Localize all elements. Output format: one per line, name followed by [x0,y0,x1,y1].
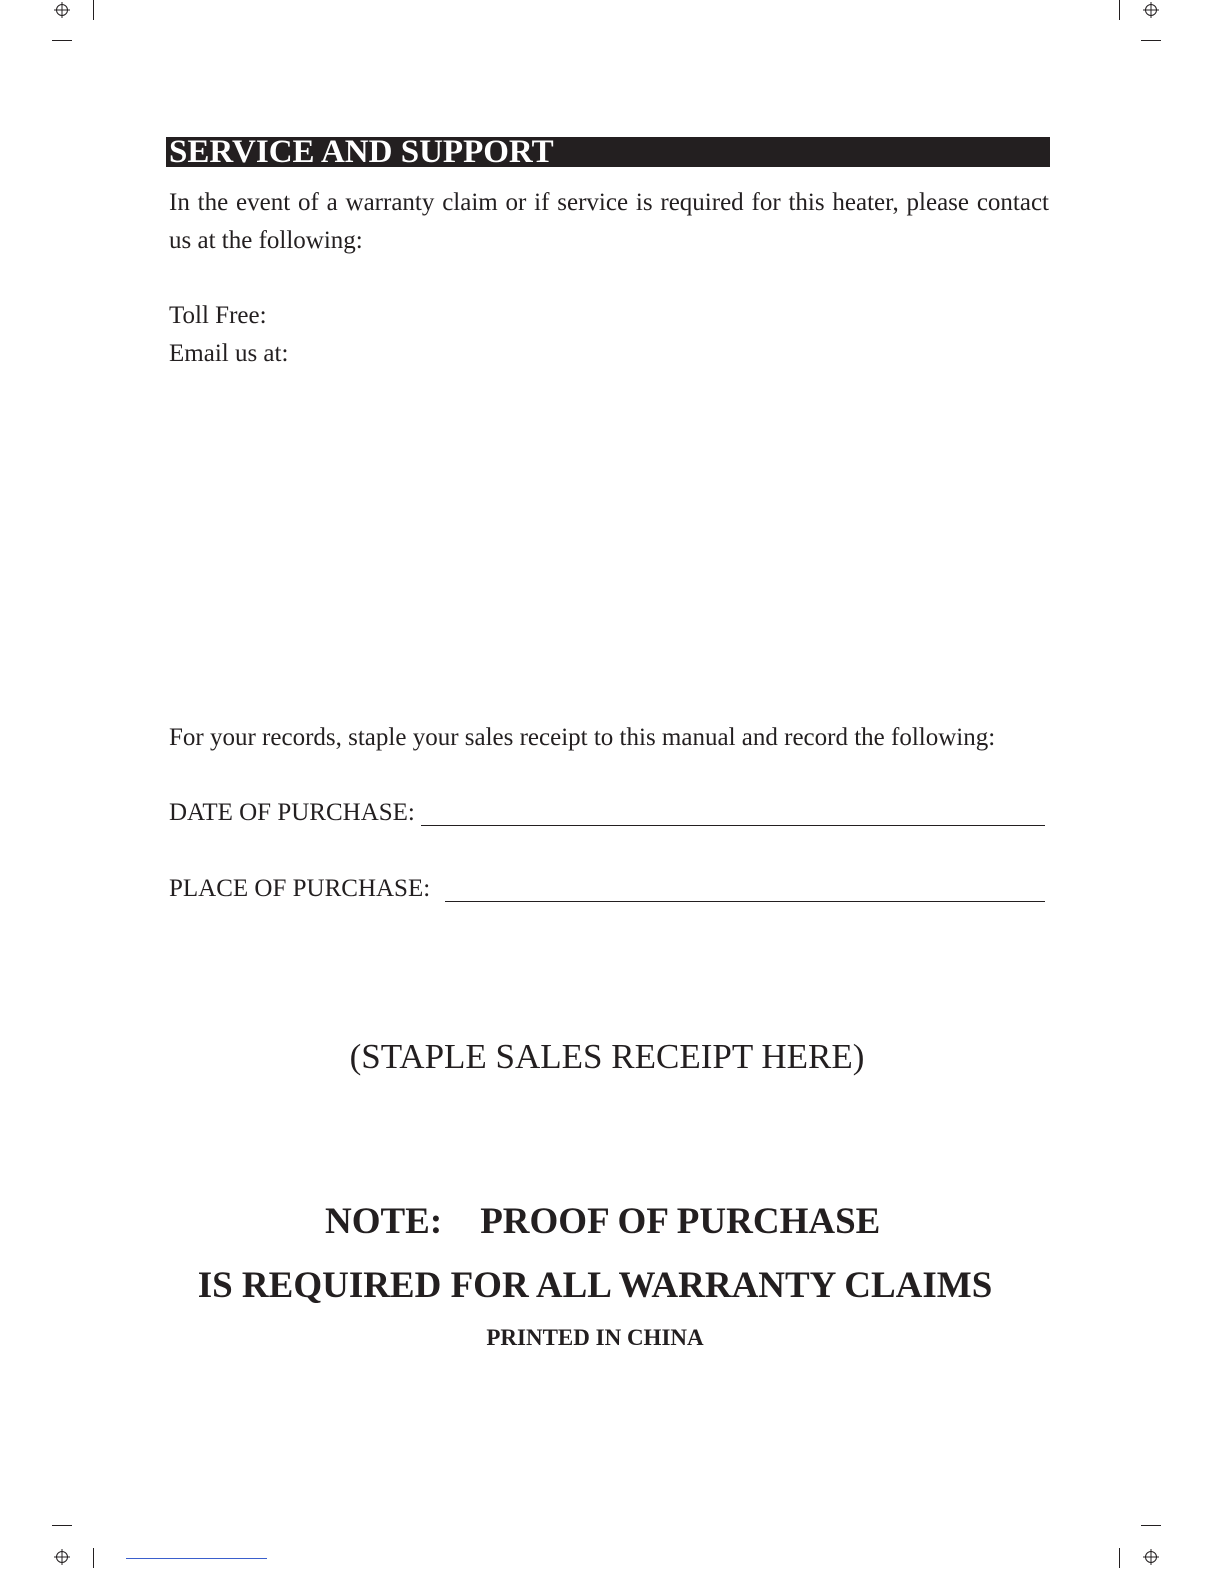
crop-mark [52,40,72,41]
records-instruction: For your records, staple your sales receipt to this manual and record the following: [169,724,996,751]
place-of-purchase-label: PLACE OF PURCHASE: [169,875,431,902]
registration-mark-icon [1143,1549,1159,1565]
crop-mark [93,1548,94,1568]
staple-receipt-text: (STAPLE SALES RECEIPT HERE) [349,1037,865,1076]
registration-mark-icon [54,1549,70,1565]
date-of-purchase-label: DATE OF PURCHASE: [169,799,415,826]
note-line-1 [325,1199,880,1245]
crop-mark [1141,40,1161,41]
note-line-2: IS REQUIRED FOR ALL WARRANTY CLAIMS [197,1265,993,1306]
toll-free-label: Toll Free: [169,302,267,329]
crop-mark [1119,1548,1120,1568]
section-heading: SERVICE AND SUPPORT [169,134,554,170]
crop-mark [1119,0,1120,20]
email-label: Email us at: [169,340,289,367]
crop-mark [93,0,94,20]
printed-in-text: PRINTED IN CHINA [486,1325,704,1350]
intro-paragraph: In the event of a warranty claim or if service is required for this heater, please contact us at the following: [169,189,1049,254]
registration-mark-icon [54,2,70,18]
crop-mark [1141,1525,1161,1526]
date-of-purchase-field[interactable] [421,825,1045,826]
crop-mark [52,1525,72,1526]
proof-of-purchase-text: PROOF OF PURCHASE [480,1201,881,1242]
footer-rule [126,1558,267,1559]
place-of-purchase-field[interactable] [445,901,1045,902]
registration-mark-icon [1143,2,1159,18]
note-label: NOTE: [325,1201,443,1242]
